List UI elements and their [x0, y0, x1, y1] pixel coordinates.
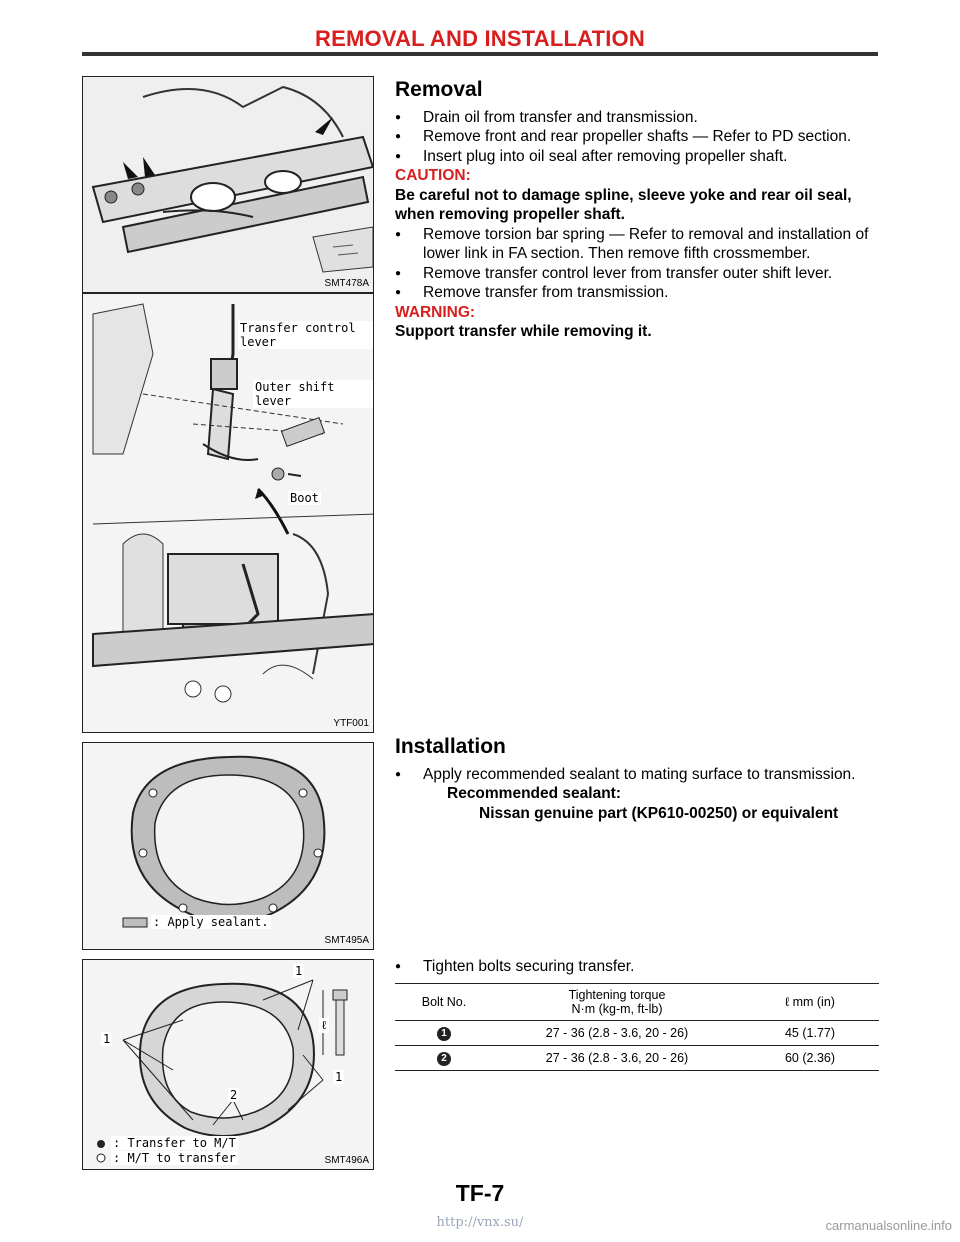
removal-step: ● Remove torsion bar spring — Refer to removal and installation of lower link in FA section. Then remove fifth crossmember.: [395, 225, 885, 264]
figure-code: SMT495A: [324, 935, 369, 946]
page-number: TF-7: [455, 1180, 505, 1206]
removal-section: [395, 80, 885, 342]
caution-text: Be careful not to damage spline, sleeve yoke and rear oil seal, when removing propeller shaft.: [395, 186, 852, 223]
figure-code: YTF001: [333, 718, 369, 729]
bolt-number-badge: 1: [437, 1027, 451, 1041]
callout-1-top: 1: [295, 964, 303, 978]
sealant-label: Recommended sealant:: [447, 785, 621, 802]
removal-heading: Removal: [395, 78, 483, 101]
warning-label: WARNING:: [395, 303, 476, 321]
warning-text: Support transfer while removing it.: [395, 323, 652, 340]
torque-table: [395, 983, 879, 1071]
figure-smt478a: [82, 76, 374, 293]
callout-1-right: 1: [335, 1070, 343, 1084]
page-header-title: REMOVAL AND INSTALLATION: [315, 26, 645, 51]
watermark: carmanualsonline.info: [825, 1218, 952, 1233]
label-transfer-control-lever: Transfer control lever: [238, 321, 373, 349]
installation-step: ● Tighten bolts securing transfer.: [395, 957, 885, 977]
installation-step: ● Apply recommended sealant to mating surface to transmission.: [395, 765, 885, 785]
col-torque: [493, 984, 741, 1021]
figure-smt496a: [82, 959, 374, 1170]
label-outer-shift-lever: Outer shift lever: [253, 380, 373, 408]
table-row: [395, 1046, 879, 1071]
figure-ytf001: [82, 293, 374, 733]
table-row: [395, 1021, 879, 1046]
callout-1-left: 1: [103, 1032, 111, 1046]
torque-value: 27 - 36 (2.8 - 3.6, 20 - 26): [545, 1051, 689, 1065]
torque-value: 27 - 36 (2.8 - 3.6, 20 - 26): [545, 1026, 689, 1040]
transfer-lever-illustration: [83, 294, 374, 733]
legend-mt-to-transfer: : M/T to transfer: [113, 1151, 236, 1165]
length-value: 60 (2.36): [784, 1051, 836, 1065]
undercarriage-illustration: [83, 77, 374, 293]
dimension-label: ℓ: [321, 1018, 327, 1032]
col-bolt-no: Bolt No.: [421, 995, 467, 1009]
sealant-value: Nissan genuine part (KP610-00250) or equivalent: [479, 804, 839, 822]
installation-step-2: [395, 957, 885, 977]
removal-step: ● Remove front and rear propeller shafts — Refer to PD section.: [395, 127, 885, 147]
caution-label: CAUTION:: [395, 167, 471, 184]
figure-code: SMT478A: [324, 278, 369, 289]
footer-url[interactable]: http://vnx.su/: [436, 1215, 524, 1230]
removal-step: ● Insert plug into oil seal after removing propeller shaft.: [395, 147, 885, 167]
col-length: ℓ mm (in): [785, 995, 835, 1009]
removal-step: ● Drain oil from transfer and transmission.: [395, 108, 885, 128]
figure-smt495a: [82, 742, 374, 950]
legend-transfer-to-mt: : Transfer to M/T: [113, 1136, 236, 1150]
bolt-number-badge: 2: [437, 1052, 451, 1066]
installation-heading: Installation: [395, 735, 506, 758]
col-torque-line2: N·m (kg-m, ft-lb): [571, 1002, 663, 1016]
col-torque-line1: Tightening torque: [568, 988, 666, 1002]
callout-2: 2: [230, 1088, 238, 1102]
removal-step: ● Remove transfer from transmission.: [395, 283, 885, 303]
removal-step: ● Remove transfer control lever from transfer outer shift lever.: [395, 264, 885, 284]
installation-section: [395, 737, 885, 823]
header-rule: [82, 52, 878, 56]
length-value: 45 (1.77): [784, 1026, 836, 1040]
label-boot: Boot: [290, 491, 319, 505]
figure-code: SMT496A: [324, 1155, 369, 1166]
legend-apply-sealant: : Apply sealant.: [153, 915, 269, 929]
